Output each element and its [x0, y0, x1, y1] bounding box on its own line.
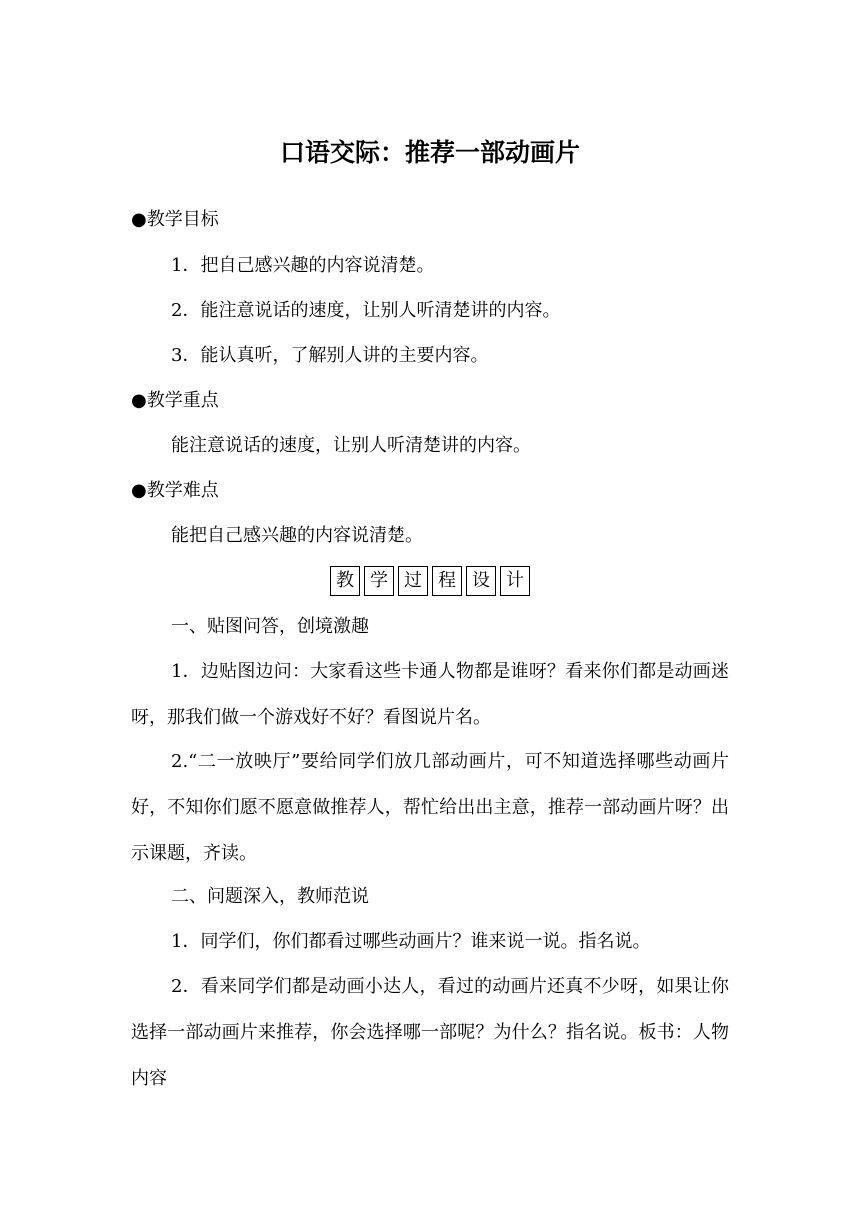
section2-paragraph-2: 2．看来同学们都是动画小达人，看过的动画片还真不少呀，如果让你选择一部动画片来推荐，你会选择哪一部呢？为什么？指名说。板书：人物内容: [131, 976, 729, 1089]
boxed-char: 学: [364, 566, 394, 596]
section1-paragraph-1: 1．边贴图边问：大家看这些卡通人物都是谁呀？看来你们都是动画迷呀，那我们做一个游戏好不好？看图说片名。: [131, 661, 729, 728]
difficulty-text: 能把自己感兴趣的内容说清楚。: [171, 525, 423, 546]
section2-heading: 二、问题深入，教师范说: [171, 886, 369, 907]
section1-paragraph-2: 2.“二一放映厅”要给同学们放几部动画片，可不知道选择哪些动画片好，不知你们愿不愿意做推荐人，帮忙给出出主意，推荐一部动画片呀？出示课题，齐读。: [131, 751, 729, 864]
objective-item-1: 1．把自己感兴趣的内容说清楚。: [171, 255, 435, 276]
boxed-char: 程: [432, 566, 462, 596]
section1-heading: 一、贴图问答，创境激趣: [171, 616, 369, 637]
boxed-char: 过: [398, 566, 428, 596]
key-point-heading: ●教学重点: [131, 390, 219, 411]
section2-paragraph-1: 1．同学们，你们都看过哪些动画片？谁来说一说。指名说。: [171, 931, 651, 952]
boxed-char: 教: [330, 566, 360, 596]
boxed-char: 设: [466, 566, 496, 596]
objective-item-2: 2．能注意说话的速度，让别人听清楚讲的内容。: [171, 300, 561, 321]
key-point-text: 能注意说话的速度，让别人听清楚讲的内容。: [171, 435, 531, 456]
objectives-heading: ●教学目标: [131, 209, 219, 230]
teaching-process-design-title: [0, 566, 860, 596]
difficulty-heading: ●教学难点: [131, 480, 219, 501]
objective-item-3: 3．能认真听，了解别人讲的主要内容。: [171, 345, 489, 366]
boxed-char: 计: [500, 566, 530, 596]
page-title: 口语交际：推荐一部动画片: [279, 138, 580, 167]
